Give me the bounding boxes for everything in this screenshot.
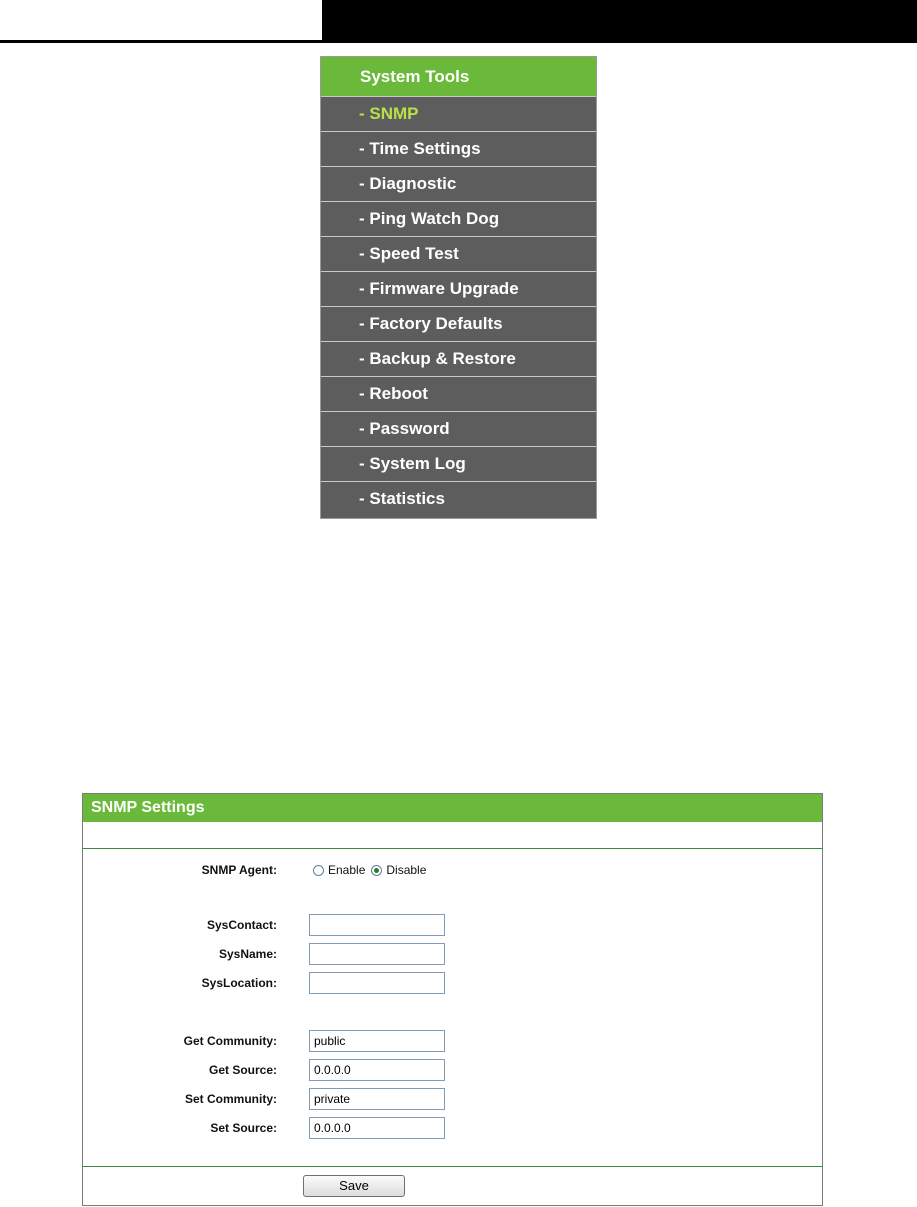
panel-divider-top [83,848,822,849]
set-source-input[interactable]: 0.0.0.0 [309,1117,445,1139]
enable-radio-label[interactable]: Enable [328,863,366,877]
get-community-label: Get Community: [183,1034,277,1048]
panel-title: SNMP Settings [83,794,822,822]
menu-item-factory-defaults[interactable]: - Factory Defaults [321,307,596,342]
syslocation-label: SysLocation: [201,976,277,990]
syscontact-label: SysContact: [206,918,277,932]
snmp-agent-row [83,859,822,881]
sysname-label: SysName: [218,947,277,961]
syslocation-row [83,972,822,994]
menu-item-password[interactable]: - Password [321,412,596,447]
get-community-row [83,1030,822,1052]
system-tools-menu [320,56,597,519]
sysname-input[interactable] [309,943,445,965]
panel-divider-bottom [83,1166,822,1167]
menu-item-snmp[interactable]: - SNMP [321,97,596,132]
get-source-row [83,1059,822,1081]
menu-item-reboot[interactable]: - Reboot [321,377,596,412]
set-source-label: Set Source: [210,1121,277,1135]
set-community-row [83,1088,822,1110]
syslocation-input[interactable] [309,972,445,994]
menu-item-diagnostic[interactable]: - Diagnostic [321,167,596,202]
snmp-settings-panel [82,793,823,1206]
set-source-row [83,1117,822,1139]
snmp-agent-radio-group [313,859,432,881]
set-community-input[interactable]: private [309,1088,445,1110]
syscontact-row [83,914,822,936]
enable-radio[interactable] [313,865,324,876]
syscontact-input[interactable] [309,914,445,936]
menu-item-time-settings[interactable]: - Time Settings [321,132,596,167]
get-source-input[interactable]: 0.0.0.0 [309,1059,445,1081]
header-rule [0,40,917,43]
menu-item-system-log[interactable]: - System Log [321,447,596,482]
sysname-row [83,943,822,965]
header-bar [322,0,917,40]
menu-header-system-tools[interactable]: System Tools [321,57,596,97]
menu-item-speed-test[interactable]: - Speed Test [321,237,596,272]
set-community-label: Set Community: [184,1092,277,1106]
menu-item-ping-watch-dog[interactable]: - Ping Watch Dog [321,202,596,237]
menu-item-backup-restore[interactable]: - Backup & Restore [321,342,596,377]
menu-item-firmware-upgrade[interactable]: - Firmware Upgrade [321,272,596,307]
snmp-agent-label: SNMP Agent: [201,863,277,877]
get-source-label: Get Source: [208,1063,277,1077]
disable-radio-label[interactable]: Disable [386,863,427,877]
save-button[interactable]: Save [303,1175,405,1197]
menu-item-statistics[interactable]: - Statistics [359,489,445,508]
get-community-input[interactable]: public [309,1030,445,1052]
disable-radio[interactable] [371,865,382,876]
